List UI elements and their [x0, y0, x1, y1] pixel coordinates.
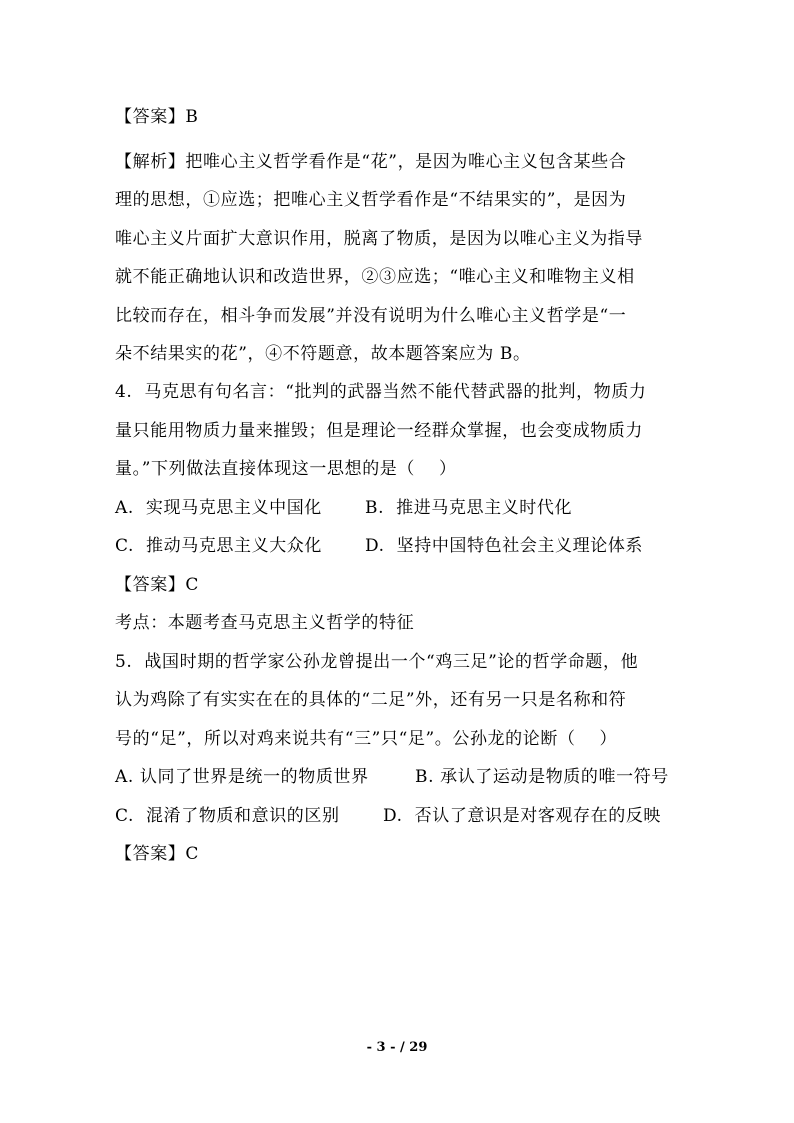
q4-option-a: A. 实现马克思主义中国化: [115, 498, 322, 518]
q3-analysis-line: 朵不结果实的花”，④不符题意，故本题答案应为 B。: [115, 344, 531, 364]
q4-stem-line: 量。”下列做法直接体现这一思想的是（ ）: [115, 459, 457, 479]
q4-stem-line: 4. 马克思有句名言：“批判的武器当然不能代替武器的批判，物质力: [115, 382, 647, 402]
q3-analysis-line: 比较而存在，相斗争而发展”并没有说明为什么唯心主义哲学是“一: [115, 306, 627, 326]
q3-analysis-line: 理的思想，①应选；把唯心主义哲学看作是“不结果实的”，是因为: [115, 190, 627, 210]
q5-option-d: D. 否认了意识是对客观存在的反映: [383, 806, 662, 826]
q5-answer: 【答案】C: [115, 844, 200, 864]
page-number: - 3 - / 29: [366, 1040, 428, 1055]
q4-option-b: B. 推进马克思主义时代化: [365, 498, 573, 518]
q4-answer: 【答案】C: [115, 575, 200, 595]
q3-analysis-line: 【解析】把唯心主义哲学看作是“花”，是因为唯心主义包含某些合: [115, 152, 627, 172]
q3-answer: 【答案】B: [115, 107, 199, 127]
q5-stem-line: 号的“足”，所以对鸡来说共有“三”只“足”。公孙龙的论断（ ）: [115, 729, 618, 749]
q3-analysis-line: 唯心主义片面扩大意识作用，脱离了物质，是因为以唯心主义为指导: [115, 229, 643, 249]
q5-stem-line: 5. 战国时期的哲学家公孙龙曾提出一个“鸡三足”论的哲学命题，他: [115, 652, 639, 672]
q3-analysis-line: 就不能正确地认识和改造世界，②③应选；“唯心主义和唯物主义相: [115, 267, 635, 287]
q5-option-c: C. 混淆了物质和意识的区别: [115, 806, 340, 826]
q4-note: 考点：本题考查马克思主义哲学的特征: [115, 613, 415, 633]
q5-option-b: B. 承认了运动是物质的唯一符号: [415, 767, 669, 787]
q4-option-c: C. 推动马克思主义大众化: [115, 536, 323, 556]
q5-option-a: A. 认同了世界是统一的物质世界: [115, 767, 369, 787]
q5-stem-line: 认为鸡除了有实实在在的具体的“二足”外，还有另一只是名称和符: [115, 690, 627, 710]
q4-option-d: D. 坚持中国特色社会主义理论体系: [365, 536, 644, 556]
q4-stem-line: 量只能用物质力量来摧毁；但是理论一经群众掌握，也会变成物质力: [115, 421, 643, 441]
